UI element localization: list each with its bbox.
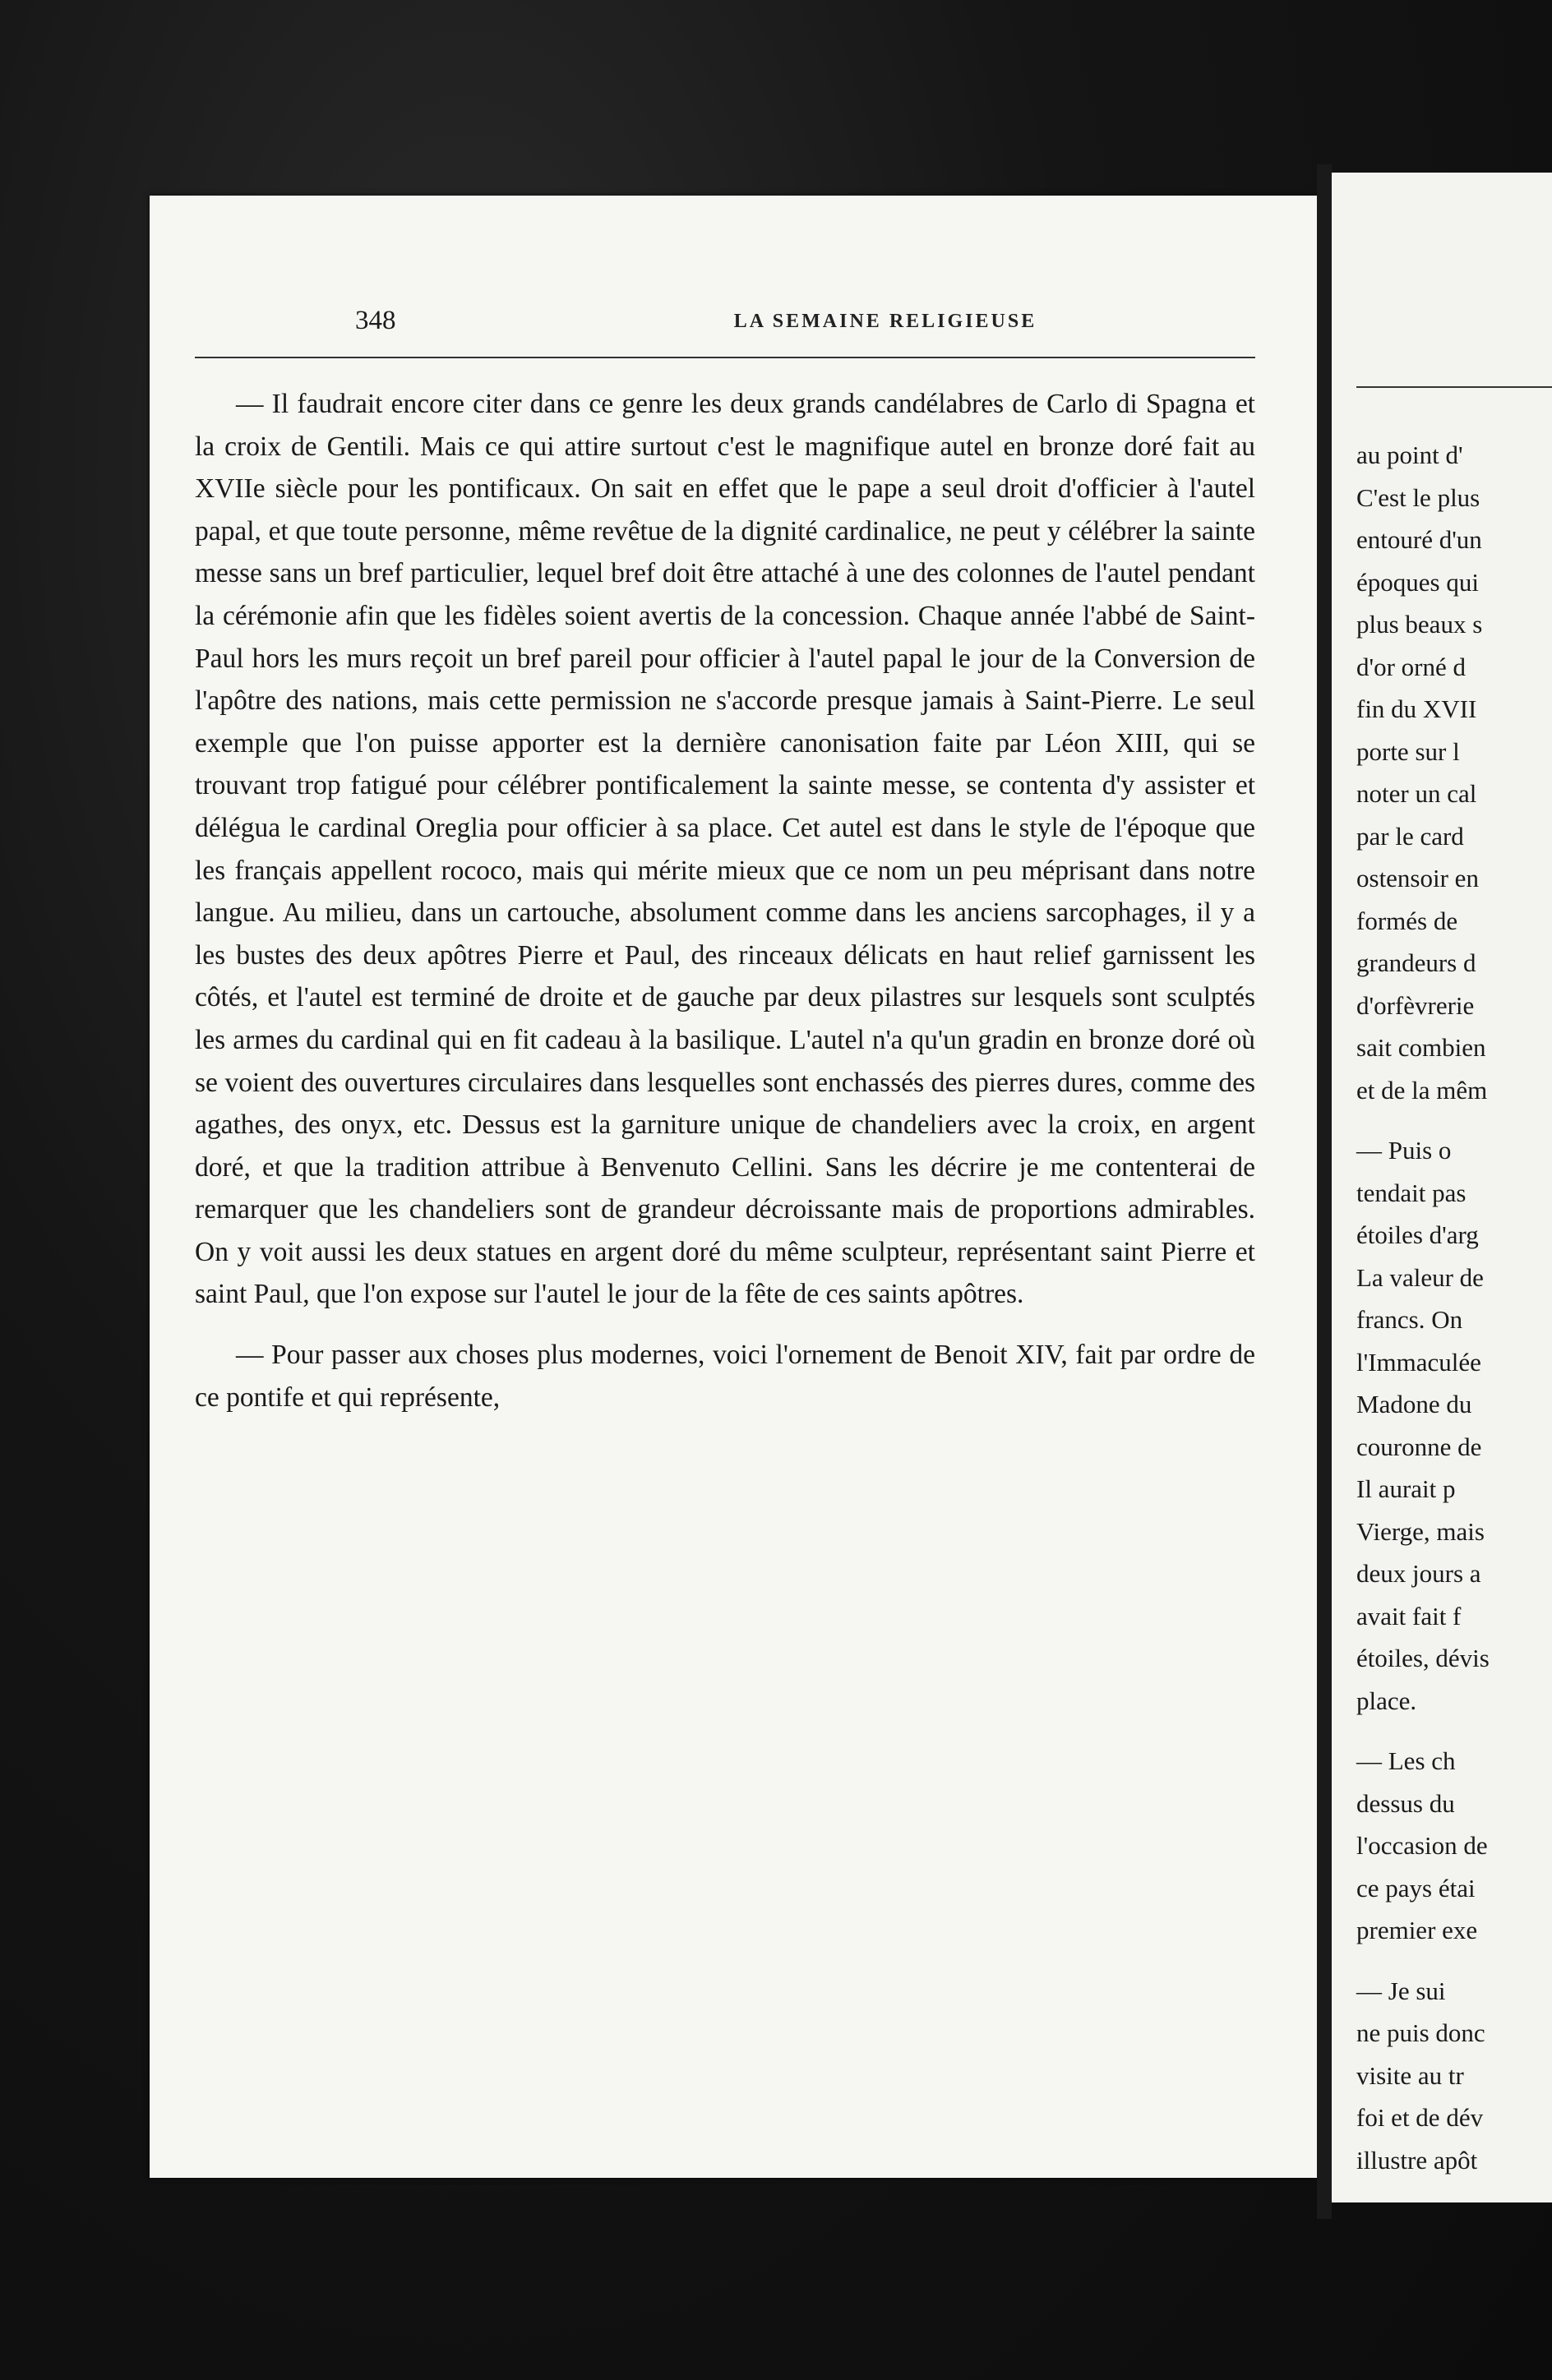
facing-page-line: visite au tr — [1356, 2060, 1464, 2090]
facing-page-gap — [1356, 1111, 1490, 1129]
facing-page-line: sait combien — [1356, 1033, 1486, 1062]
facing-page-line: — Les ch — [1356, 1746, 1456, 1775]
facing-page-line: C'est le plus — [1356, 482, 1480, 512]
paragraph-altar: — Il faudrait encore citer dans ce genre les deux grands candélabres de Carlo di Spagna et la croix de Gentili. Mais ce qui attire surtout c'est le magnifique autel en bronze doré fait au XVIIe siècle pour les pontificaux. On sait en effet que le pape a seul droit d'officier à l'autel papal, et que toute personne, même revêtue de la dignité cardinalice, ne peut y célébrer la sainte messe sans un bref particulier, lequel bref doit être attaché à une des colonnes de l'autel pendant la cérémonie afin que les fidèles soient avertis de la concession. Chaque année l'abbé de Saint-Paul hors les murs reçoit un bref pareil pour officier à l'autel papal le jour de la Conversion de l'apôtre des nations, mais cette permission ne s'accorde presque jamais à Saint-Pierre. Le seul exemple que l'on puisse apporter est la dernière canonisation faite par Léon XIII, qui se trouvant trop fatigué pour célébrer pontificalement la sainte messe, se contenta d'y assister et délégua le cardinal Oreglia pour officier à sa place. Cet autel est dans le style de l'époque que les français appellent rococo, mais qui mérite mieux que ce nom un peu méprisant dans notre langue. Au milieu, dans un cartouche, absolument comme dans les anciens sarcophages, il y a les bustes des deux apôtres Pierre et Paul, des rinceaux délicats en haut relief garnissent les côtés, et l'autel est terminé de droite et de gauche par deux pilastres sur lesquels sont sculptés les armes du cardinal qui en fit cadeau à la basilique. L'autel n'a qu'un gradin en bronze doré où se voient des ouvertures circulaires dans lesquelles sont enchassés des pierres dures, comme des agathes, des onyx, etc. Dessus est la garniture unique de chandeliers avec la croix, en argent doré, et que la tradition attribue à Benvenuto Cellini. Sans les décrire je me contenterai de remarquer que les chandeliers sont de grandeur décroissante mais de proportions admirables. On y voit aussi les deux statues en argent doré du même sculpteur, représentant saint Pierre et saint Paul, que l'on expose sur l'autel le jour de la fête de ces saints apôtres. — [195, 389, 1255, 1310]
facing-page-line: par le card — [1356, 821, 1464, 851]
book-gutter — [1317, 164, 1332, 2219]
facing-page-line: entouré d'un — [1356, 525, 1482, 554]
facing-page-line: fin du XVII — [1356, 694, 1477, 723]
facing-page-line: illustre apôt — [1356, 2145, 1478, 2175]
header-rule — [195, 357, 1255, 358]
facing-page-gap — [1356, 1722, 1490, 1740]
facing-page-rule — [1356, 386, 1552, 388]
page-body — [195, 383, 1255, 1418]
facing-page — [1332, 173, 1552, 2202]
book-page — [150, 196, 1317, 2178]
facing-page-line: — Puis o — [1356, 1136, 1452, 1165]
facing-page-line: époques qui — [1356, 567, 1479, 597]
facing-page-line: — Je sui — [1356, 1976, 1446, 2005]
facing-page-line: porte sur l — [1356, 736, 1460, 766]
facing-page-line: deux jours a — [1356, 1559, 1481, 1588]
facing-page-line: foi et de dév — [1356, 2103, 1484, 2132]
facing-page-gap — [1356, 1952, 1490, 1970]
facing-page-line: dessus du — [1356, 1788, 1455, 1818]
facing-page-line: étoiles, dévis — [1356, 1644, 1490, 1672]
facing-page-line: noter un cal — [1356, 779, 1477, 808]
facing-page-line: formés de — [1356, 906, 1458, 935]
facing-page-line: d'orfèvrerie — [1356, 990, 1475, 1020]
facing-page-line: francs. On — [1356, 1305, 1463, 1334]
facing-page-line: ostensoir en — [1356, 864, 1479, 892]
page-header — [355, 306, 1416, 339]
facing-page-line: l'occasion de — [1356, 1831, 1488, 1860]
facing-page-line: l'Immaculée — [1356, 1347, 1481, 1377]
facing-page-line: grandeurs d — [1356, 948, 1476, 977]
facing-page-text — [1356, 434, 1490, 2181]
facing-page-line: plus beaux s — [1356, 610, 1483, 639]
facing-page-line: ce pays étai — [1356, 1873, 1476, 1903]
facing-page-line: Madone du — [1356, 1390, 1472, 1418]
facing-page-line: ne puis donc — [1356, 2018, 1485, 2047]
facing-page-line: au point d' — [1356, 440, 1463, 469]
facing-page-line: tendait pas — [1356, 1178, 1467, 1207]
facing-page-line: Vierge, mais — [1356, 1516, 1485, 1546]
facing-page-line: Il aurait p — [1356, 1474, 1456, 1503]
page-number: 348 — [355, 306, 396, 335]
facing-page-line: couronne de — [1356, 1432, 1482, 1461]
running-title: LA SEMAINE RELIGIEUSE — [733, 311, 1037, 332]
facing-page-line: d'or orné d — [1356, 652, 1466, 681]
facing-page-line: place. — [1356, 1686, 1417, 1715]
facing-page-line: avait fait f — [1356, 1601, 1462, 1630]
facing-page-line: étoiles d'arg — [1356, 1220, 1479, 1249]
facing-page-line: La valeur de — [1356, 1262, 1484, 1292]
facing-page-line: et de la mêm — [1356, 1075, 1488, 1105]
facing-page-line: premier exe — [1356, 1916, 1478, 1944]
paragraph-ornament: — Pour passer aux choses plus modernes, voici l'ornement de Benoit XIV, fait par ordre de ce pontife et qui représente, — [195, 1340, 1255, 1413]
